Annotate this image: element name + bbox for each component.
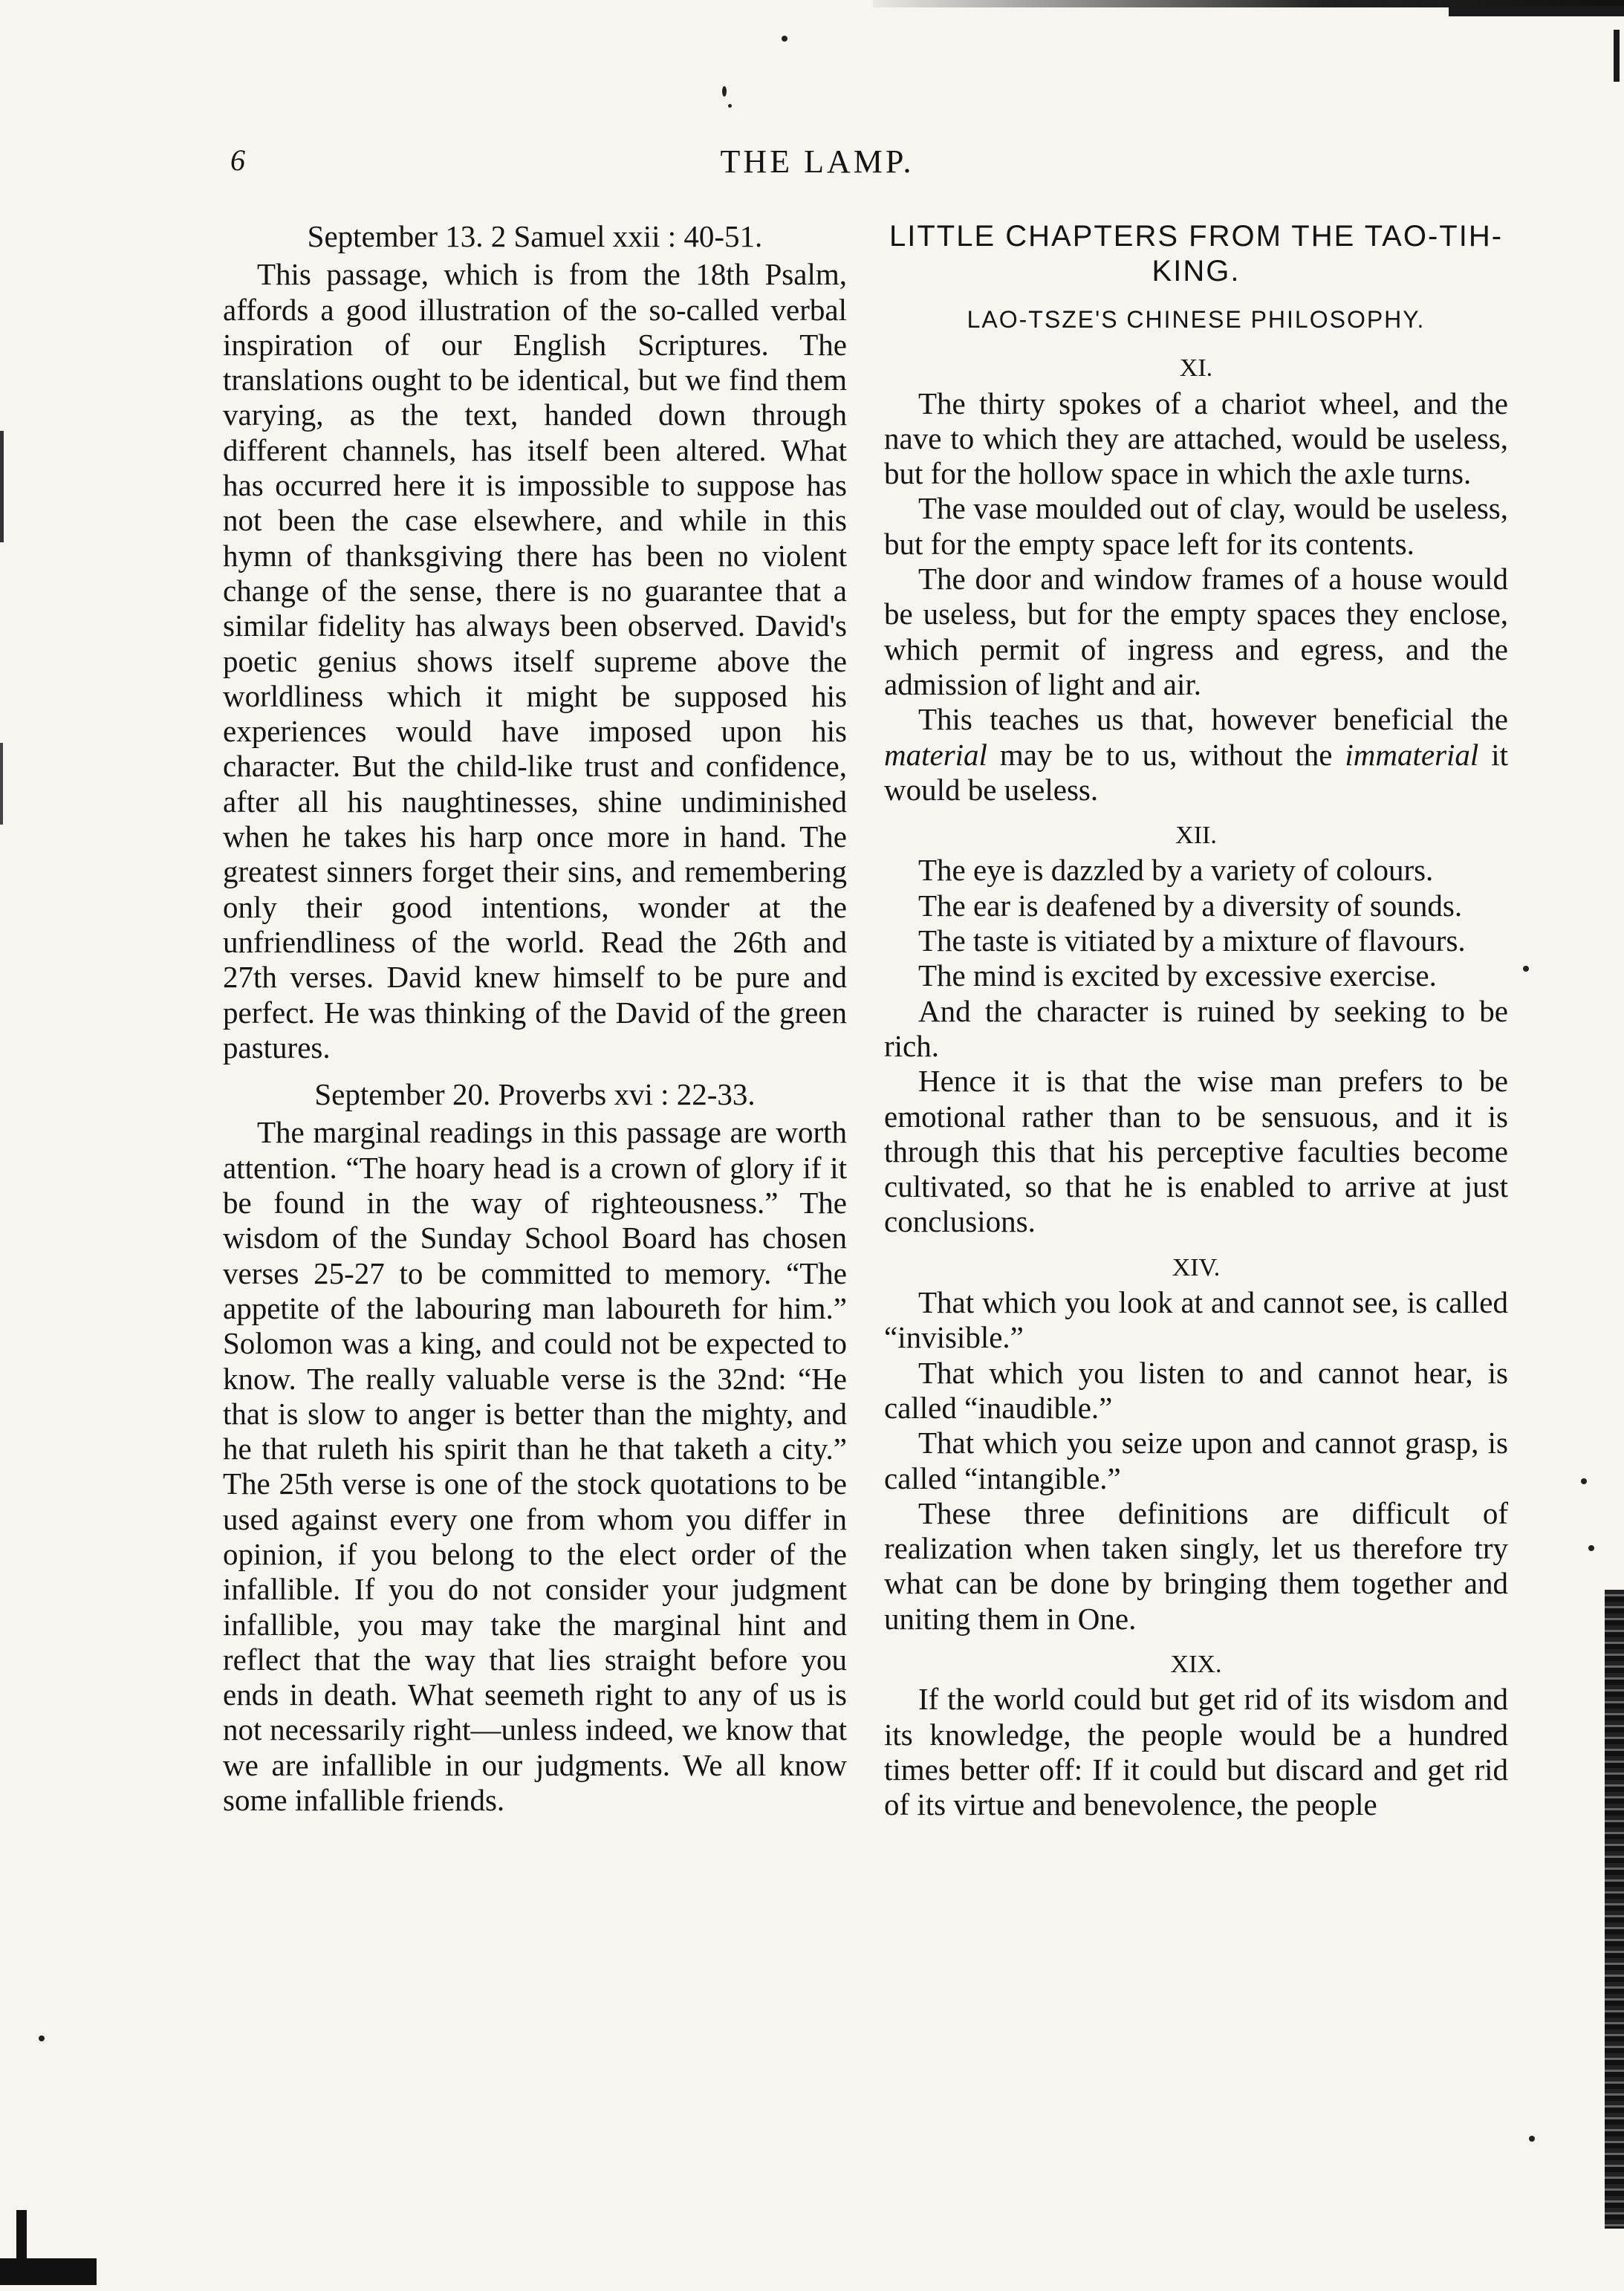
chapter-numeral: XIV. — [1172, 1253, 1221, 1281]
lesson-heading: September 20. Proverbs xvi : 22-33. — [314, 1077, 756, 1112]
paragraph: These three definitions are difficult of realization when taken singly, let us therefore try what can be done by bringing them together and uniting them in One. — [884, 1495, 1508, 1636]
paragraph: The thirty spokes of a chariot wheel, and the nave to which they are attached, would be useless, but for the hollow space in which the axle turns. — [884, 386, 1508, 491]
paragraph: The eye is dazzled by a variety of colours. — [918, 853, 1434, 888]
paragraph: The ear is deafened by a diversity of sounds. — [918, 888, 1463, 923]
paragraph: That which you seize upon and cannot grasp, is called “intangible.” — [884, 1426, 1508, 1495]
scan-speck — [722, 86, 727, 97]
chapter-numeral: XII. — [1175, 822, 1217, 850]
chapter-numeral: XI. — [1179, 354, 1213, 383]
scan-speck — [782, 36, 787, 42]
paragraph: The marginal readings in this passage are worth attention. “The hoary head is a crown of glory if it be found in the way of righteousness.” The wisdom of the Sunday School Board has chosen verses 25-27 to be committed to memory. “The appetite of the labouring man laboureth for him.” Solomon was a king, and could not be expected to know. The really valuable verse is the 32nd: “He that is slow to anger is better than the mighty, and he that ruleth his spirit than he that taketh a city.” The 25th verse is one of the stock quotations to be used against every one from whom you differ in opinion, if you belong to the elect order of the infallible. If you do not consider your judgment infallible, you may take the marginal hint and reflect that the way that lies straight before you ends in death. What seemeth right to any of us is not necessarily right—unless indeed, we know that we are infallible in our judgments. We all know some infallible friends. — [223, 1115, 847, 1818]
scan-edge-mark — [0, 2258, 97, 2285]
running-title: THE LAMP. — [720, 143, 915, 180]
scan-edge-mark — [16, 2210, 27, 2262]
scan-edge-mark — [0, 431, 4, 542]
paragraph: The taste is vitiated by a mixture of flavours. — [918, 923, 1466, 958]
scan-edge-mark — [1614, 30, 1620, 82]
scan-speck — [1529, 2136, 1535, 2142]
paragraph: That which you look at and cannot see, is called “invisible.” — [884, 1285, 1508, 1355]
right-column — [884, 219, 1508, 1822]
left-column — [223, 219, 847, 1818]
scan-edge-mark — [0, 743, 3, 825]
paragraph: This passage, which is from the 18th Psalm, affords a good illustration of the so-called verbal inspiration of our English Scriptures. The translations ought to be identical, but we find them varying, as the text, handed down through different channels, has itself been altered. What has occurred here it is impossible to suppose has not been the case elsewhere, and while in this hymn of thanksgiving there has been no violent change of the sense, there is no guarantee that a similar fidelity has always been observed. David's poetic genius shows itself supreme above the worldliness which it might be supposed his experiences would have imposed upon his character. But the child-like trust and confidence, after all his naughtinesses, shine undiminished when he takes his harp once more in hand. The greatest sinners forget their sins, and remembering only their good intentions, wonder at the unfriendliness of the world. Read the 26th and 27th verses. David knew himself to be pure and perfect. He was thinking of the David of the green pastures. — [223, 257, 847, 1065]
emphasized-word: immaterial — [1345, 737, 1479, 772]
chapter-numeral: XIX. — [1170, 1650, 1222, 1678]
lesson-entry — [223, 1077, 847, 1818]
lesson-heading: September 13. 2 Samuel xxii : 40-51. — [307, 219, 763, 253]
scan-edge-mark — [1605, 1590, 1624, 2229]
page-number: 6 — [230, 143, 245, 177]
chapter — [884, 1250, 1508, 1637]
emphasized-word: material — [884, 737, 987, 772]
chapter — [884, 1647, 1508, 1822]
paragraph: And the character is ruined by seeking to be rich. — [884, 993, 1508, 1063]
scan-edge-mark — [1449, 6, 1624, 16]
paragraph: Hence it is that the wise man prefers to be emotional rather than to be sensuous, and it is through this that his perceptive faculties become cultivated, so that he is enabled to arrive at just conclusions. — [884, 1064, 1508, 1239]
scan-speck — [1588, 1545, 1594, 1551]
paragraph: The mind is excited by excessive exercise. — [918, 958, 1437, 993]
paragraph-with-emphasis: This teaches us that, however beneficial the material may be to us, without the immaterial it would be useless. — [884, 702, 1508, 807]
scan-speck — [39, 2035, 45, 2041]
article-title: LITTLE CHAPTERS FROM THE TAO-TIH-KING. — [889, 220, 1504, 287]
paragraph: If the world could but get rid of its wisdom and its knowledge, the people would be a hundred times better off: If it could but discard and get rid of its virtue and benevolence, the people — [884, 1682, 1508, 1822]
chapter — [884, 351, 1508, 807]
lesson-entry — [223, 219, 847, 1065]
paragraph: The door and window frames of a house would be useless, but for the empty spaces they enclose, which permit of ingress and egress, and the admission of light and air. — [884, 562, 1508, 701]
scan-speck — [728, 104, 732, 108]
article-subtitle: LAO-TSZE'S CHINESE PHILOSOPHY. — [967, 306, 1426, 333]
scan-speck — [1523, 966, 1529, 972]
scan-speck — [1581, 1478, 1587, 1484]
paragraph: The vase moulded out of clay, would be useless, but for the empty space left for its contents. — [884, 491, 1508, 561]
paragraph: That which you listen to and cannot hear, is called “inaudible.” — [884, 1355, 1508, 1425]
chapter — [884, 818, 1508, 1240]
